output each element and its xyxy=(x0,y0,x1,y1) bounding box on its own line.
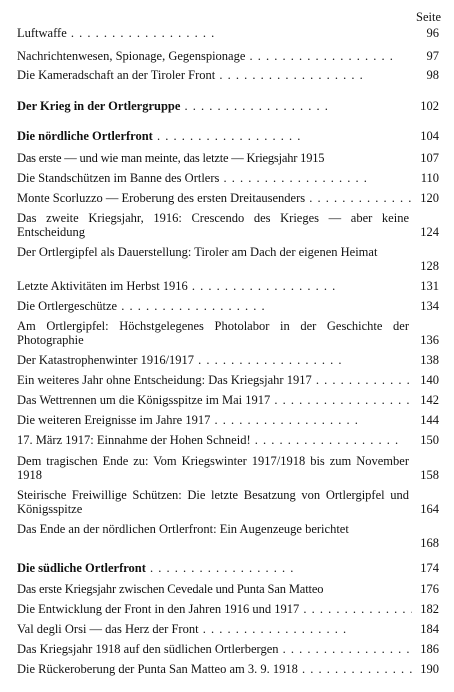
toc-entry-title: Das erste — und wie man meinte, das letzte — Kriegsjahr 1915 xyxy=(17,151,325,165)
dot-leader xyxy=(180,99,329,113)
dot-leader xyxy=(219,171,368,185)
toc-entry-title: Der Katastrophenwinter 1916/1917 xyxy=(17,353,195,367)
toc-entry-page: 102 xyxy=(420,99,439,113)
toc-entry-page: 104 xyxy=(420,129,439,143)
toc-entry-page: 136 xyxy=(420,333,439,347)
toc-entry-page: 120 xyxy=(420,191,439,205)
toc-entry-title: Am Ortlergipfel: Höchstgelegenes Photolabor in der Geschichte der Photographie xyxy=(17,319,409,347)
toc-entry-page: 131 xyxy=(420,279,439,293)
dot-leader xyxy=(251,433,400,447)
toc-entry-title: Die Standschützen im Banne des Ortlers xyxy=(17,171,220,185)
toc-entry-title: Der Krieg in der Ortlergruppe xyxy=(17,99,181,113)
toc-entry-title: Das erste Kriegsjahr zwischen Cevedale und Punta San Matteo xyxy=(17,582,324,596)
toc-entry-title: Die Entwicklung der Front in den Jahren 1916 und 1917 xyxy=(17,602,300,616)
toc-entry-page: 124 xyxy=(420,225,439,239)
dot-leader xyxy=(298,662,412,676)
toc-entry-title: Die nördliche Ortlerfront xyxy=(17,129,153,143)
toc-entry-title: Monte Scorluzzo — Eroberung des ersten Dreitausenders xyxy=(17,191,306,205)
toc-entry-title: Die weiteren Ereignisse im Jahre 1917 xyxy=(17,413,211,427)
dot-leader xyxy=(215,68,364,82)
toc-entry-title: Steirische Freiwillige Schützen: Die letzte Besatzung von Ortlergipfel und Königsspitze xyxy=(17,488,409,516)
toc-entry-page: 107 xyxy=(420,151,439,165)
toc-entry-page: 186 xyxy=(420,642,439,656)
toc-entry-page: 134 xyxy=(420,299,439,313)
toc-entry-title: Das Wettrennen um die Königsspitze im Mai 1917 xyxy=(17,393,271,407)
toc-entry-page: 150 xyxy=(420,433,439,447)
toc-entry-page: 144 xyxy=(420,413,439,427)
toc-entry-page: 110 xyxy=(420,171,439,185)
dot-leader xyxy=(210,413,359,427)
toc-entry-title: Ein weiteres Jahr ohne Entscheidung: Das Kriegsjahr 1917 xyxy=(17,373,312,387)
toc-entry-page: 138 xyxy=(420,353,439,367)
dot-leader xyxy=(67,26,216,40)
toc-entry-page: 98 xyxy=(426,68,439,82)
dot-leader xyxy=(270,393,412,407)
dot-leader xyxy=(194,353,343,367)
toc-entry-page: 140 xyxy=(420,373,439,387)
toc-entry-title: Das zweite Kriegsjahr, 1916: Crescendo des Krieges — aber keine Entscheidung xyxy=(17,211,409,239)
toc-entry-title: Das Ende an der nördlichen Ortlerfront: Ein Augenzeuge berichtet xyxy=(17,522,349,536)
page-column-header: Seite xyxy=(416,10,441,24)
toc-entry-page: 190 xyxy=(420,662,439,676)
toc-entry-page: 176 xyxy=(420,582,439,596)
toc-entry-page: 182 xyxy=(420,602,439,616)
toc-entry-page: 184 xyxy=(420,622,439,636)
toc-entry-title: Das Kriegsjahr 1918 auf den südlichen Ortlerbergen xyxy=(17,642,279,656)
toc-entry-title: Die südliche Ortlerfront xyxy=(17,561,146,575)
toc-entry-title: Die Kameradschaft an der Tiroler Front xyxy=(17,68,216,82)
toc-entry-page: 174 xyxy=(420,561,439,575)
dot-leader xyxy=(279,642,413,656)
toc-entry-page: 96 xyxy=(426,26,439,40)
dot-leader xyxy=(153,129,302,143)
toc-entry-title: Val degli Orsi — das Herz der Front xyxy=(17,622,199,636)
toc-entry-page: 128 xyxy=(420,259,439,273)
toc-entry-page: 168 xyxy=(420,536,439,550)
toc-entry-title: Dem tragischen Ende zu: Vom Kriegswinter 1917/1918 bis zum November 1918 xyxy=(17,454,409,482)
dot-leader xyxy=(188,279,337,293)
toc-entry-title: Die Rückeroberung der Punta San Matteo am 3. 9. 1918 xyxy=(17,662,298,676)
dot-leader xyxy=(305,191,412,205)
toc-entry-title: Der Ortlergipfel als Dauerstellung: Tiroler am Dach der eigenen Heimat xyxy=(17,245,378,259)
dot-leader xyxy=(245,49,394,63)
toc-entry-page: 158 xyxy=(420,468,439,482)
dot-leader xyxy=(199,622,348,636)
toc-entry-title: Die Ortlergeschütze xyxy=(17,299,118,313)
toc-entry-page: 164 xyxy=(420,502,439,516)
toc-entry-title: Letzte Aktivitäten im Herbst 1916 xyxy=(17,279,188,293)
dot-leader xyxy=(146,561,295,575)
toc-entry-title: Nachrichtenwesen, Spionage, Gegenspionage xyxy=(17,49,246,63)
dot-leader xyxy=(312,373,412,387)
dot-leader xyxy=(299,602,412,616)
toc-entry-title: Luftwaffe xyxy=(17,26,67,40)
toc-entry-page: 142 xyxy=(420,393,439,407)
toc-entry-title: 17. März 1917: Einnahme der Hohen Schneid! xyxy=(17,433,251,447)
dot-leader xyxy=(117,299,266,313)
toc-entry-page: 97 xyxy=(426,49,439,63)
